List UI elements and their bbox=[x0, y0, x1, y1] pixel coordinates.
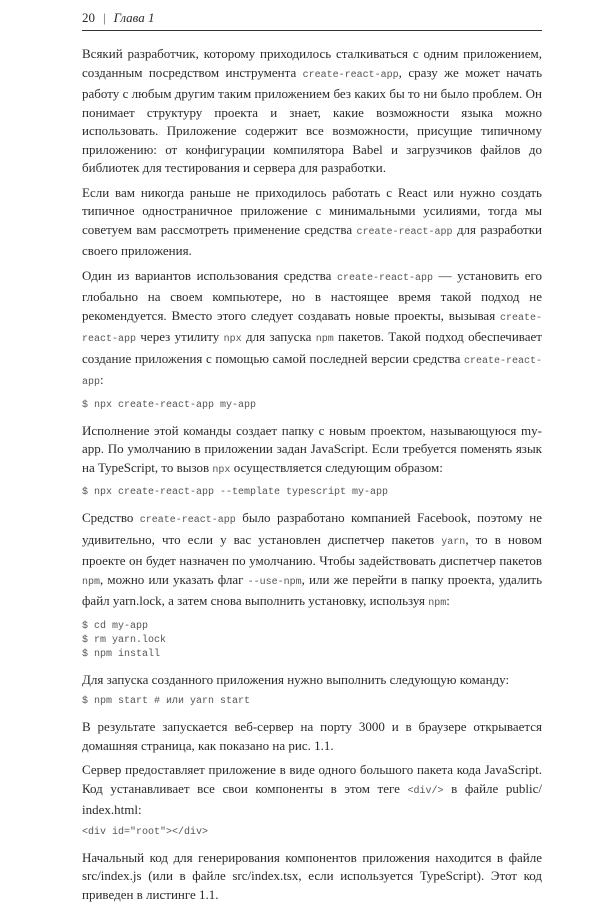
inline-code: npm bbox=[82, 577, 100, 588]
page-content bbox=[82, 45, 542, 904]
code-block bbox=[82, 695, 542, 709]
code-block bbox=[82, 399, 542, 413]
header-separator: | bbox=[103, 10, 106, 26]
inline-code: create-react-app bbox=[357, 227, 453, 238]
paragraph: Средство create-react-app было разработано компанией Facebook, поэтому не удивительно, что если у вас установлен диспетчер пакетов yarn, то в новом проекте он будет назначен по умолчанию. Чтобы задействовать диспетчер пакетов npm, можно или указать флаг --use-npm, или же перейти в папку проекта, удалить файл yarn.lock, а затем снова выполнить установку, используя npm: bbox=[82, 509, 542, 614]
paragraph: Если вам никогда раньше не приходилось работать с React или нужно создать типичное одностраничное приложение с минимальными усилиями, тогда мы советуем вам рассмотреть применение средства create-react-app для разработки своего приложения. bbox=[82, 184, 542, 261]
paragraph: Один из вариантов использования средства create-react-app — установить его глобально на своем компьютере, но в настоящее время такой подход не рекомендуется. Вместо этого следует создавать новые проекты, вызывая create-react-app через утилиту npx для запуска npm пакетов. Такой подход обеспечивает создание приложения с помощью самой последней версии средства create-react-app: bbox=[82, 267, 542, 393]
code-line: $ cd my-app bbox=[82, 620, 542, 634]
code-line: $ npm install bbox=[82, 648, 542, 662]
inline-code: create-react-app bbox=[82, 356, 542, 389]
paragraph: Всякий разработчик, которому приходилось сталкиваться с одним приложением, созданным посредством инструмента create-react-app, сразу же может начать работу с любым другим таким приложением без каких бы то ни было проблем. Он понимает структуру проекта и знает, какие возможности языка можно использовать. Приложение содержит все возможности, присущие типичному приложению: от конфигурации компилятора Babel и загрузчиков файлов до библиотек для тестирования и сервера для разработки. bbox=[82, 45, 542, 178]
code-block bbox=[82, 620, 542, 662]
code-line: $ npx create-react-app my-app bbox=[82, 399, 542, 413]
paragraph: Сервер предоставляет приложение в виде одного большого пакета кода JavaScript. Код устанавливает все свои компоненты в этом теге <div/> в файле public/ index.html: bbox=[82, 761, 542, 820]
code-line: <div id="root"></div> bbox=[82, 826, 542, 840]
inline-code: create-react-app bbox=[140, 515, 236, 526]
inline-code: npx bbox=[212, 465, 230, 476]
code-line: $ rm yarn.lock bbox=[82, 634, 542, 648]
inline-code: --use-npm bbox=[248, 577, 302, 588]
code-block bbox=[82, 826, 542, 840]
page-number: 20 bbox=[82, 10, 95, 26]
code-line: $ npm start # или yarn start bbox=[82, 695, 542, 709]
inline-code: yarn bbox=[441, 537, 465, 548]
running-head bbox=[82, 10, 542, 31]
paragraph: Для запуска созданного приложения нужно выполнить следующую команду: bbox=[82, 671, 542, 690]
inline-code: npx bbox=[224, 334, 242, 345]
paragraph: Начальный код для генерирования компонентов приложения находится в файле src/index.js (или в файле src/index.tsx, если используется TypeScript). Этот код приведен в листинге 1.1. bbox=[82, 849, 542, 904]
inline-code: create-react-app bbox=[303, 70, 399, 81]
code-line: $ npx create-react-app --template typescript my-app bbox=[82, 486, 542, 500]
inline-code: npm bbox=[428, 598, 446, 609]
paragraph: Исполнение этой команды создает папку с новым проектом, называющуюся my-app. По умолчанию в приложении задан JavaScript. Если требуется поменять язык на TypeScript, то вызов npx осуществляется следующим образом: bbox=[82, 422, 542, 481]
inline-code: create-react-app bbox=[337, 273, 433, 284]
inline-code: <div/> bbox=[408, 786, 444, 797]
inline-code: npm bbox=[316, 334, 334, 345]
inline-code: create-react-app bbox=[82, 313, 542, 346]
code-block bbox=[82, 486, 542, 500]
paragraph: В результате запускается веб-сервер на порту 3000 и в браузере открывается домашняя страница, как показано на рис. 1.1. bbox=[82, 718, 542, 755]
chapter-title: Глава 1 bbox=[114, 10, 155, 26]
